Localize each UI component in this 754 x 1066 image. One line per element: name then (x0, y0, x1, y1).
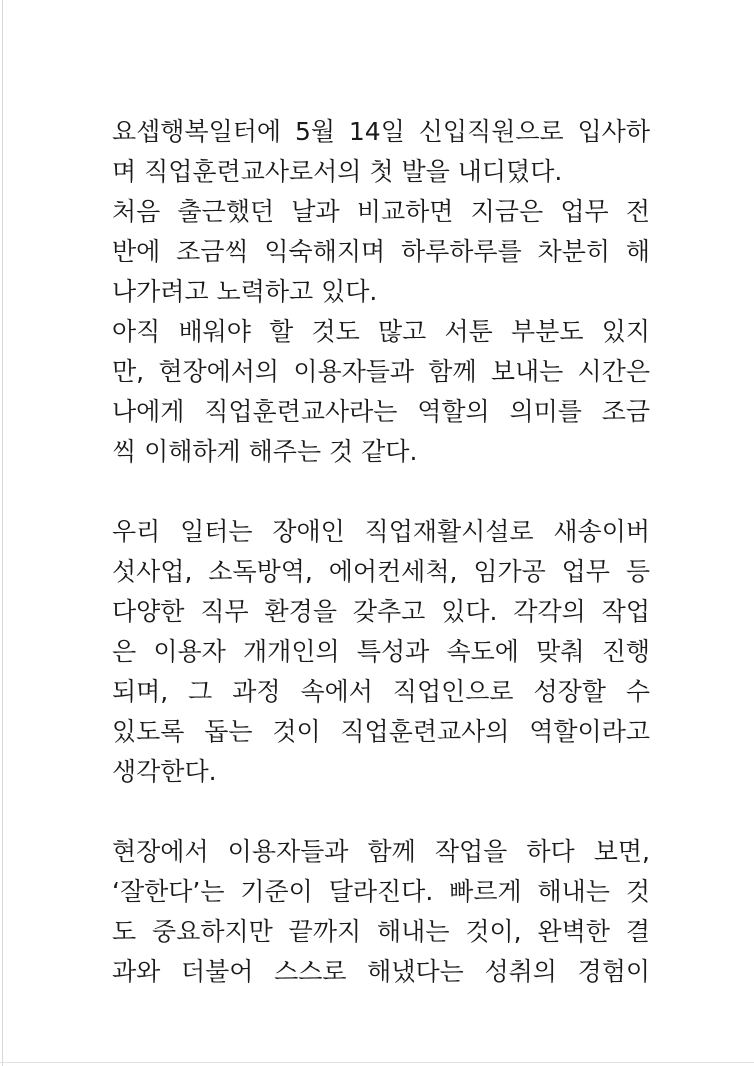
text-line: 요셉행복일터에 5월 14일 신입직원으로 입사하 (112, 117, 650, 146)
scan-edge-left (2, 0, 3, 1066)
scan-edge-bottom (0, 1062, 754, 1063)
paragraph-spacer (112, 472, 650, 512)
text-line: 섯사업, 소독방역, 에어컨세척, 임가공 업무 등 (112, 557, 650, 586)
paragraph-intro (112, 112, 650, 192)
paragraph-field (112, 832, 650, 992)
text-line: 은 이용자 개개인의 특성과 속도에 맞춰 진행 (112, 637, 650, 666)
paragraph-first-day (112, 192, 650, 312)
text-line: 며 직업훈련교사로서의 첫 발을 내디뎠다. (112, 157, 563, 186)
paragraph-spacer (112, 792, 650, 832)
text-line: 생각한다. (112, 757, 217, 786)
paragraph-workplace (112, 512, 650, 792)
text-line: 현장에서 이용자들과 함께 작업을 하다 보면, (112, 837, 650, 866)
text-line: 도 중요하지만 끝까지 해내는 것이, 완벽한 결 (112, 917, 650, 946)
text-line: 만, 현장에서의 이용자들과 함께 보내는 시간은 (112, 357, 650, 386)
text-line: ‘잘한다’는 기준이 달라진다. 빠르게 해내는 것 (112, 877, 650, 906)
document-body (112, 112, 650, 992)
text-line: 다양한 직무 환경을 갖추고 있다. 각각의 작업 (112, 597, 650, 626)
text-line: 우리 일터는 장애인 직업재활시설로 새송이버 (112, 517, 650, 546)
text-line: 처음 출근했던 날과 비교하면 지금은 업무 전 (112, 197, 650, 226)
text-line: 나가려고 노력하고 있다. (112, 277, 378, 306)
text-line: 과와 더불어 스스로 해냈다는 성취의 경험이 (112, 957, 650, 986)
text-line: 되며, 그 과정 속에서 직업인으로 성장할 수 (112, 677, 650, 706)
text-line: 아직 배워야 할 것도 많고 서툰 부분도 있지 (112, 317, 650, 346)
text-line: 나에게 직업훈련교사라는 역할의 의미를 조금 (112, 397, 650, 426)
text-line: 있도록 돕는 것이 직업훈련교사의 역할이라고 (112, 717, 650, 746)
paragraph-learning (112, 312, 650, 472)
text-line: 반에 조금씩 익숙해지며 하루하루를 차분히 해 (112, 237, 650, 266)
text-line: 씩 이해하게 해주는 것 같다. (112, 437, 418, 466)
